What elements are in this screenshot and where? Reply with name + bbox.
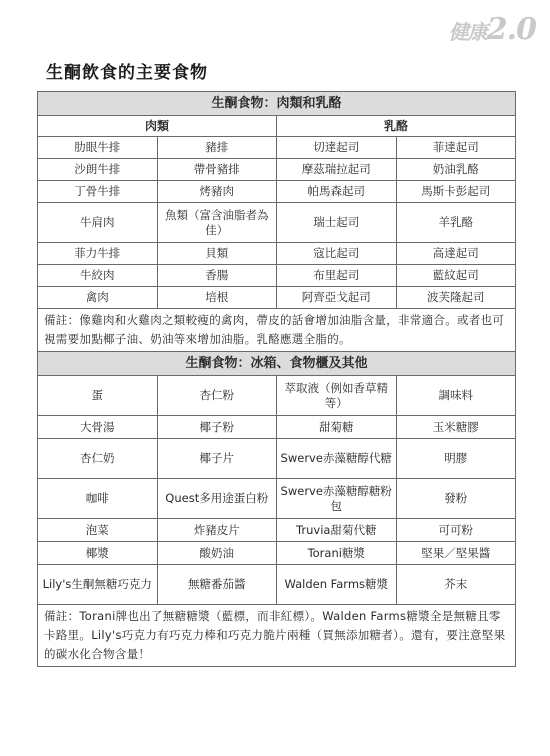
- food-cell: 杏仁粉: [157, 376, 277, 416]
- food-cell: 培根: [157, 287, 277, 309]
- food-cell: Walden Farms糖漿: [277, 565, 397, 605]
- table-row: [38, 542, 516, 565]
- food-cell: 香腸: [157, 265, 277, 287]
- food-cell: 帕馬森起司: [277, 181, 397, 203]
- food-cell: 椰子粉: [157, 416, 277, 439]
- food-cell: Quest多用途蛋白粉: [157, 479, 277, 519]
- food-cell: 芥末: [396, 565, 516, 605]
- brand-logo: [449, 12, 536, 47]
- food-cell: 蛋: [38, 376, 158, 416]
- food-cell: 切達起司: [277, 137, 397, 159]
- food-cell: 豬排: [157, 137, 277, 159]
- table-row: [38, 243, 516, 265]
- note-row: [38, 605, 516, 667]
- food-cell: 發粉: [396, 479, 516, 519]
- food-cell: 酸奶油: [157, 542, 277, 565]
- section-heading-meat-cheese: 生酮食物：肉類和乳酪: [38, 92, 516, 116]
- food-cell: 牛絞肉: [38, 265, 158, 287]
- food-cell: Torani糖漿: [277, 542, 397, 565]
- table-row: [38, 181, 516, 203]
- food-cell: 大骨湯: [38, 416, 158, 439]
- logo-version: 2.0: [486, 12, 536, 47]
- food-cell: 杏仁奶: [38, 439, 158, 479]
- note-meat-cheese: 備註：像雞肉和火雞肉之類較瘦的禽肉，帶皮的話會增加油脂含量，非常適合。或者也可視需要加點椰子油、奶油等來增加油脂。乳酪應選全脂的。: [38, 309, 516, 352]
- food-cell: 無糖番茄醬: [157, 565, 277, 605]
- table-row: [38, 565, 516, 605]
- food-cell: 禽肉: [38, 287, 158, 309]
- food-cell: 菲力牛排: [38, 243, 158, 265]
- food-cell: Swerve赤藻糖醇糖粉包: [277, 479, 397, 519]
- section-heading-row: [38, 92, 516, 116]
- table-row: [38, 416, 516, 439]
- food-cell: 炸豬皮片: [157, 519, 277, 542]
- food-cell: 咖啡: [38, 479, 158, 519]
- food-cell: 菲達起司: [396, 137, 516, 159]
- table-row: [38, 265, 516, 287]
- table-body: [38, 92, 516, 667]
- food-cell: 魚類（富含油脂者為佳）: [157, 203, 277, 243]
- page-title: 生酮飲食的主要食物: [46, 63, 208, 83]
- food-cell: 甜菊糖: [277, 416, 397, 439]
- food-cell: 沙朗牛排: [38, 159, 158, 181]
- table-row: [38, 159, 516, 181]
- food-cell: Truvia甜菊代糖: [277, 519, 397, 542]
- food-cell: 萃取液（例如香草精等）: [277, 376, 397, 416]
- table-row: [38, 137, 516, 159]
- sub-heading-row: [38, 116, 516, 137]
- logo-text: 健康: [448, 20, 487, 44]
- food-cell: 玉米糖膠: [396, 416, 516, 439]
- food-cell: 泡菜: [38, 519, 158, 542]
- food-cell: 羊乳酪: [396, 203, 516, 243]
- food-cell: 摩茲瑞拉起司: [277, 159, 397, 181]
- food-cell: 貝類: [157, 243, 277, 265]
- table-row: [38, 376, 516, 416]
- food-cell: 阿齊亞戈起司: [277, 287, 397, 309]
- note-pantry: 備註：Torani牌也出了無糖糖漿（藍標，而非紅標）。Walden Farms糖漿全是無糖且零卡路里。Lily's巧克力有巧克力棒和巧克力脆片兩種（買無添加糖者）。還有，要注意堅果的碳水化合物含量！: [38, 605, 516, 667]
- food-cell: 烤豬肉: [157, 181, 277, 203]
- column-header-cheese: 乳酪: [277, 116, 516, 137]
- food-cell: 高達起司: [396, 243, 516, 265]
- food-cell: 奶油乳酪: [396, 159, 516, 181]
- food-cell: 瑞士起司: [277, 203, 397, 243]
- table-row: [38, 519, 516, 542]
- food-cell: 椰子片: [157, 439, 277, 479]
- food-cell: 可可粉: [396, 519, 516, 542]
- note-row: [38, 309, 516, 352]
- section-heading-row: [38, 352, 516, 376]
- food-cell: 藍紋起司: [396, 265, 516, 287]
- food-cell: 帶骨豬排: [157, 159, 277, 181]
- table-row: [38, 439, 516, 479]
- food-cell: 堅果／堅果醬: [396, 542, 516, 565]
- food-cell: 明膠: [396, 439, 516, 479]
- keto-food-table: [37, 91, 516, 667]
- column-header-meat: 肉類: [38, 116, 277, 137]
- food-cell: 丁骨牛排: [38, 181, 158, 203]
- food-cell: 布里起司: [277, 265, 397, 287]
- food-cell: Swerve赤藻糖醇代糖: [277, 439, 397, 479]
- food-cell: 寇比起司: [277, 243, 397, 265]
- food-cell: Lily's生酮無糖巧克力: [38, 565, 158, 605]
- food-cell: 馬斯卡彭起司: [396, 181, 516, 203]
- food-cell: 肋眼牛排: [38, 137, 158, 159]
- food-cell: 牛肩肉: [38, 203, 158, 243]
- food-cell: 波芙隆起司: [396, 287, 516, 309]
- food-cell: 調味料: [396, 376, 516, 416]
- table-row: [38, 203, 516, 243]
- table-row: [38, 287, 516, 309]
- food-cell: 椰漿: [38, 542, 158, 565]
- table-row: [38, 479, 516, 519]
- section-heading-pantry: 生酮食物：冰箱、食物櫃及其他: [38, 352, 516, 376]
